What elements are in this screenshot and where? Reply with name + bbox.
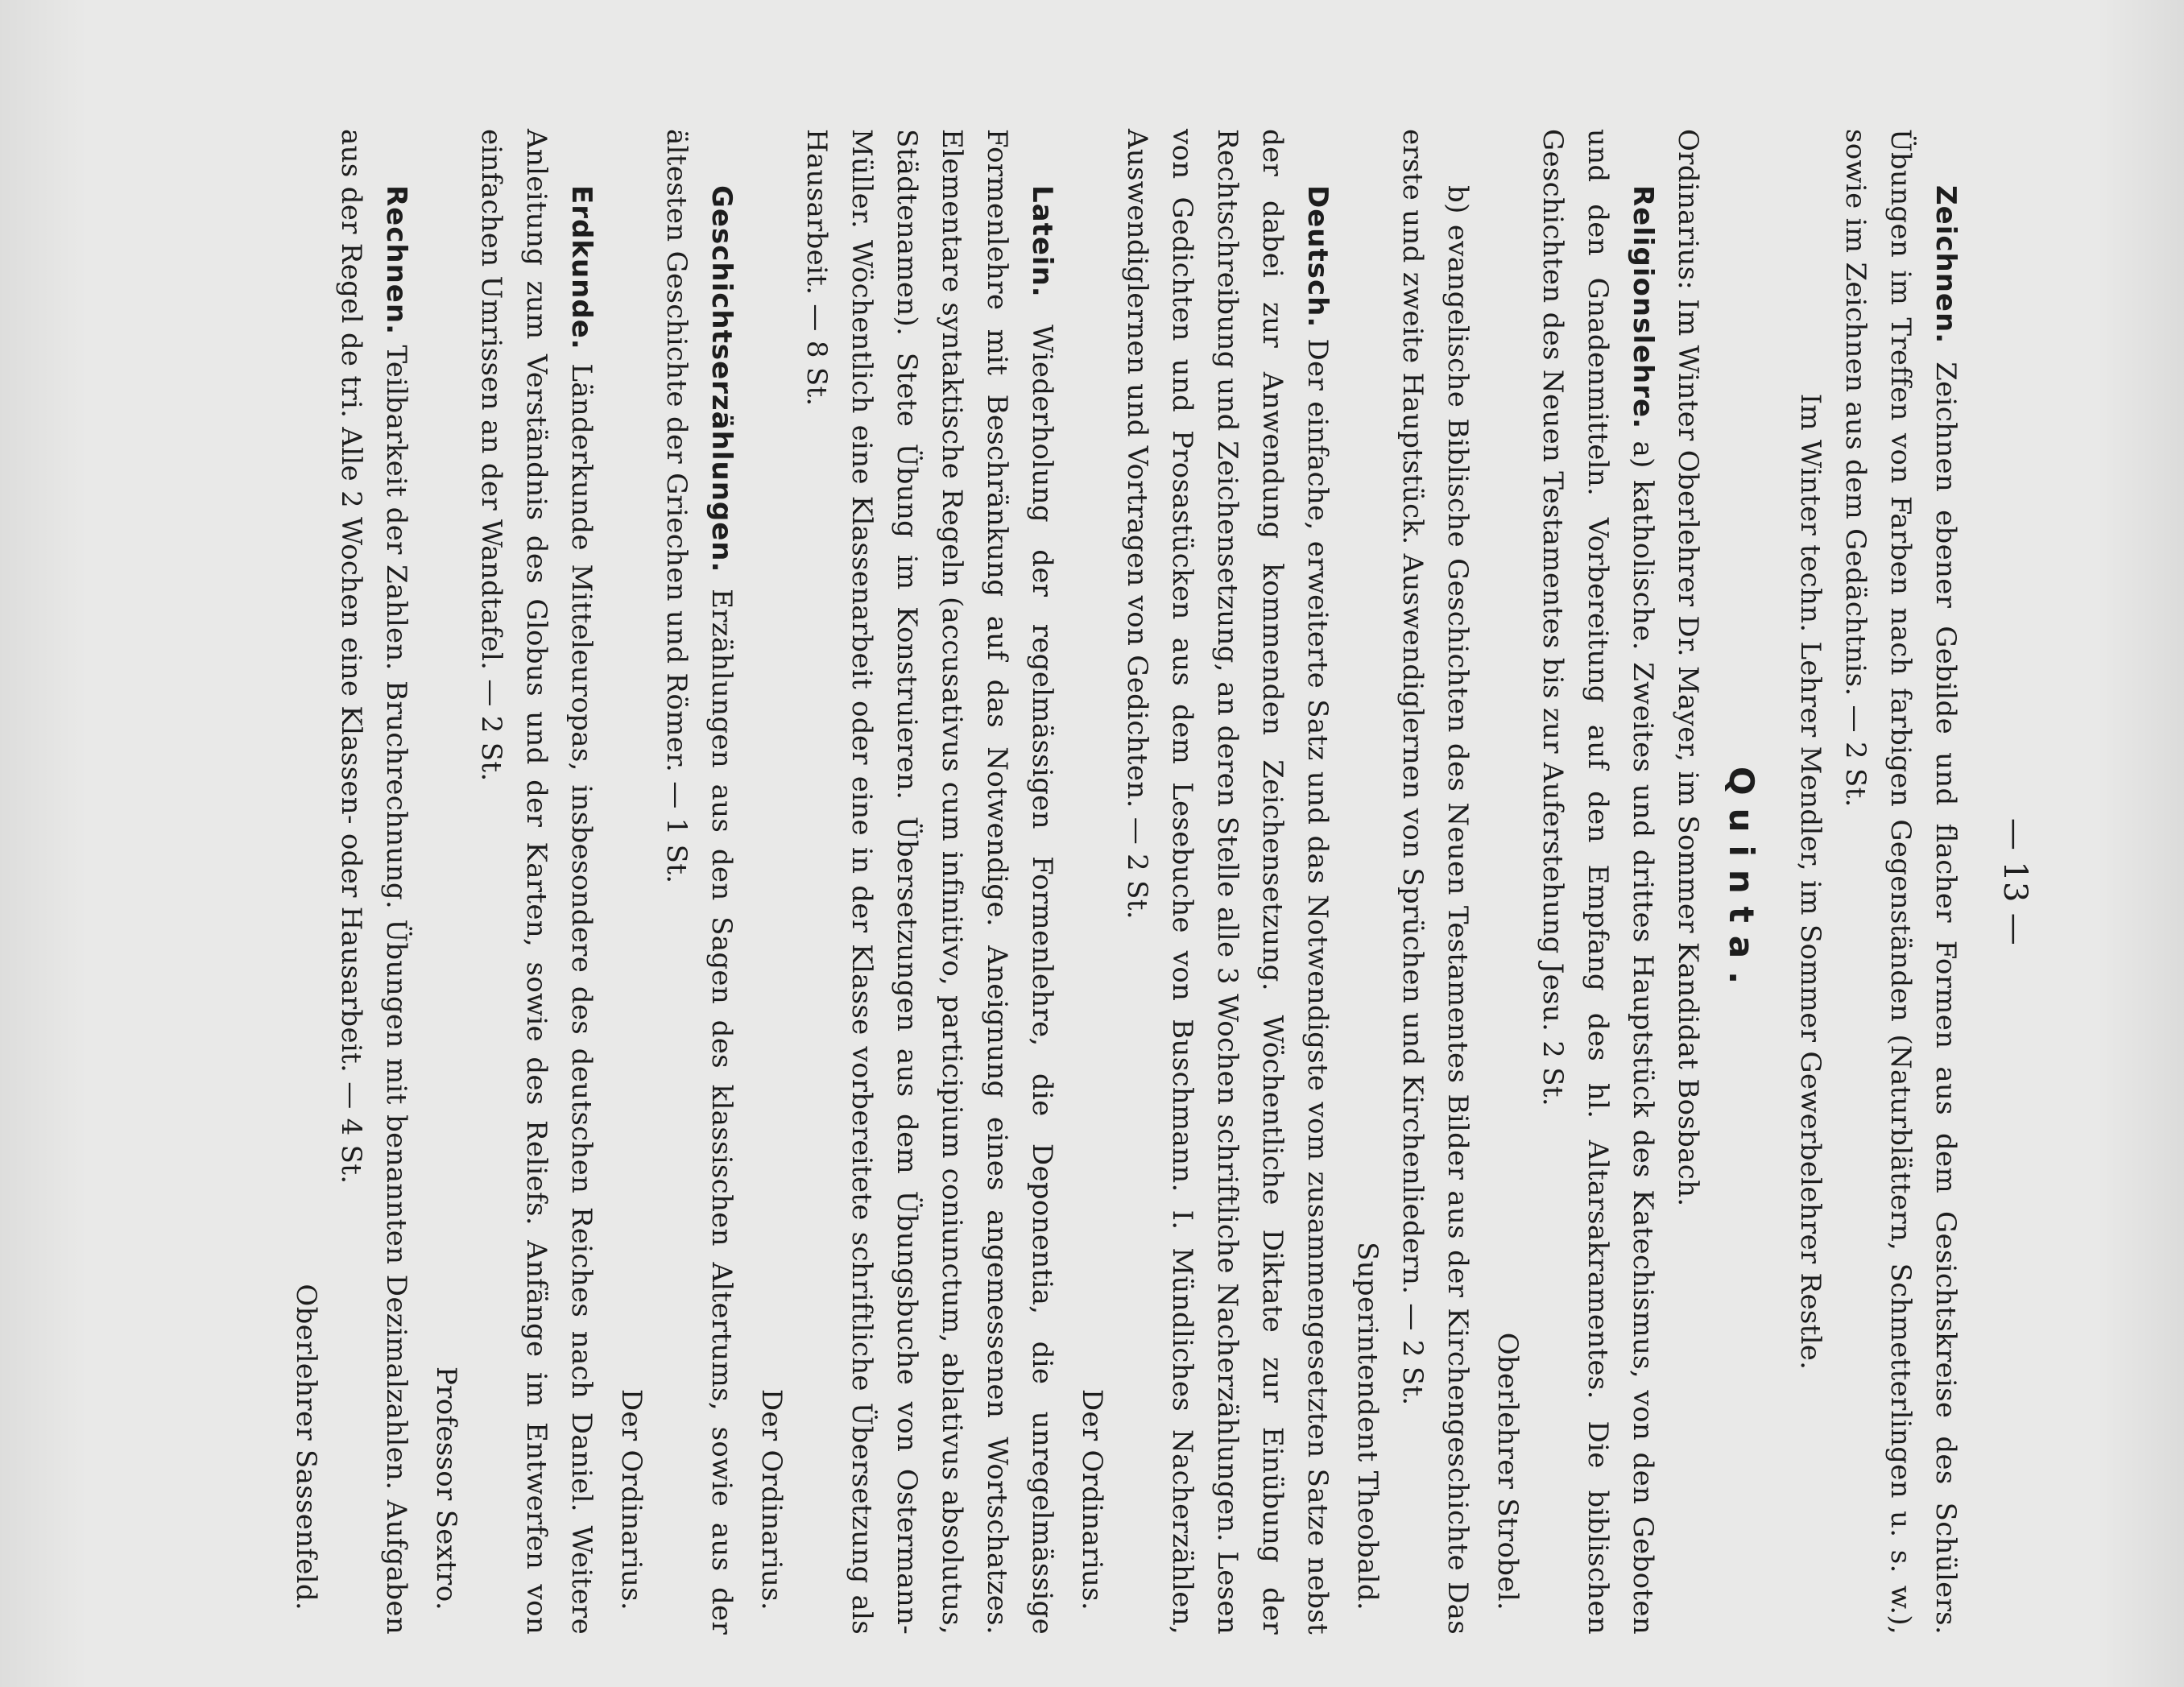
teacher-geschichte: Der Ordinarius. (615, 1388, 647, 1611)
teacher-erdkunde: Professor Sextro. (430, 1366, 462, 1611)
heading-religion: Religionslehre. (1627, 185, 1659, 430)
text-rechnen: Teilbarkeit der Zahlen. Bruchrechnung. Übungen mit benannten Dezimalzahlen. Aufgaben aus der Regel de tri. Alle 2 Wochen eine Klassen- oder Hausarbeit. — 4 St. (335, 129, 412, 1635)
document-page (193, 129, 2037, 1635)
teacher-religion-a: Oberlehrer Strobel. (1491, 1332, 1524, 1611)
paragraph-erdkunde (469, 129, 604, 1635)
ordinarius-line: Ordinarius: Im Winter Oberlehrer Dr. Mayer, im Sommer Kandidat Bosbach. (1672, 129, 1704, 1207)
teacher-rechnen: Oberlehrer Sassenfeld. (290, 1284, 322, 1611)
teacher-zeichnen: Im Winter techn. Lehrer Mendler, im Sommer Gewerbelehrer Restle. (1794, 393, 1826, 1371)
page-number: — 13 — (1996, 817, 2033, 946)
teacher-latein: Der Ordinarius. (755, 1388, 788, 1611)
heading-latein: Latein. (1026, 185, 1058, 298)
heading-erdkunde: Erdkunde. (565, 185, 598, 350)
heading-rechnen: Rechnen. (380, 185, 412, 335)
paragraph-rechnen (329, 129, 419, 1635)
paragraph-latein (794, 129, 1065, 1635)
text-deutsch: Der einfache, erweiterte Satz und das Notwendigste vom zusammengesetzten Satze nebst der dabei zur Anwendung kommenden Zeichensetzung. Wöchentliche Diktate zur Einübung der Rechtschreibung und Zeichensetzung, an deren Stelle alle 3 Wochen schriftliche Nacherzählungen. Lesen von Gedichten und Prosastücken aus dem Lesebuche von Buschmann. I. Mündliches Nacherzählen, Auswendiglernen und Vortragen von Gedichten. — 2 St. (1121, 129, 1334, 1635)
heading-zeichnen: Zeichnen. (1930, 185, 1962, 345)
text-latein: Wiederholung der regelmässigen Formenlehre, die Deponentia, die unregelmässige Formenlehre mit Beschränkung auf das Notwendige. Aneignung eines angemessenen Wortschatzes. Elementare syntaktische Regeln (accusativus cum infinitivo, participium coniunctum, ablativus absolutus, Städtenamen). Stete Übung im Konstruieren. Übersetzungen aus dem Übungsbuche von Ostermann-Müller. Wöchentlich eine Klassenarbeit oder eine in der Klasse vorbereitete schriftliche Übersetzung als Hausarbeit. — 8 St. (800, 129, 1058, 1635)
paragraph-religion-b: b) evangelische Biblische Geschichten des Neuen Testamentes Bilder aus der Kirchengeschichte Das erste und zweite Hauptstück. Auswendiglernen von Sprüchen und Kirchenliedern. — 2 St. (1396, 129, 1474, 1635)
text-zeichnen: Zeichnen ebener Gebilde und flacher Formen aus dem Gesichtskreise des Schülers. Übungen im Treffen von Farben nach farbigen Gegenständen (Naturblättern, Schmetterlingen u. s. w.), sowie im Zeichnen aus dem Gedächtnis. — 2 St. (1839, 129, 1962, 1635)
section-title: Quinta. (1722, 766, 1761, 998)
paragraph-deutsch (1115, 129, 1340, 1635)
heading-geschichte: Geschichtserzählungen. (705, 185, 738, 573)
paragraph-religion-a (1530, 129, 1665, 1635)
text-erdkunde: Länderkunde Mitteleuropas, insbesondere des deutschen Reiches nach Daniel. Weitere Anleitung zum Verständnis des Globus und der Karten, sowie des Reliefs. Anfänge im Entwerfen von einfachen Umrissen an der Wandtafel. — 2 St. (475, 129, 598, 1635)
text-geschichte: Erzählungen aus den Sagen des klassischen Altertums, sowie aus der ältesten Geschichte der Griechen und Römer. — 1 St. (660, 129, 738, 1635)
paragraph-geschichte (654, 129, 744, 1635)
teacher-deutsch: Der Ordinarius. (1076, 1388, 1108, 1611)
teacher-religion-b: Superintendent Theobald. (1351, 1242, 1384, 1611)
text-religion-a: a) katholische. Zweites und drittes Hauptstück des Katechismus, von den Geboten und den Gnadenmitteln. Vorbereitung auf den Empfang des hl. Altarsakramentes. Die biblischen Geschichten des Neuen Testamentes bis zur Auferstehung Jesu. 2 St. (1537, 129, 1659, 1635)
paragraph-zeichnen (1833, 129, 1968, 1635)
heading-deutsch: Deutsch. (1301, 185, 1334, 329)
